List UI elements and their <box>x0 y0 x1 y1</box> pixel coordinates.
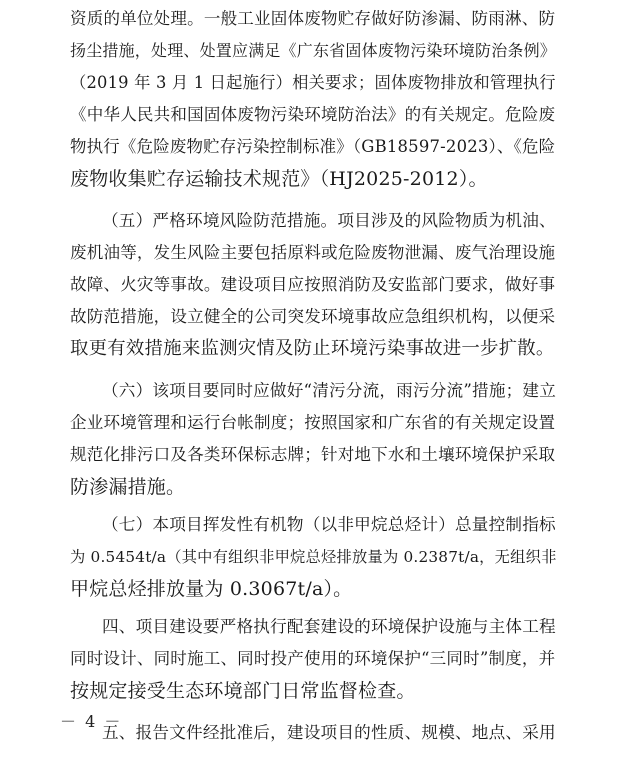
page-number: － 4 － <box>60 712 123 731</box>
text-line: 为 0.5454t/a（其中有组织非甲烷总烃排放量为 0.2387t/a，无组织非 <box>70 548 557 566</box>
text-line: 废物收集贮存运输技术规范》（HJ2025-2012）。 <box>70 168 488 190</box>
text-line: （七）本项目挥发性有机物（以非甲烷总烃计）总量控制指标 <box>102 515 556 534</box>
text-line: （2019 年 3 月 1 日起施行）相关要求；固体废物排放和管理执行 <box>70 73 556 92</box>
text-line: 四、项目建设要严格执行配套建设的环境保护设施与主体工程 <box>102 617 556 636</box>
text-line: 五、报告文件经批准后，建设项目的性质、规模、地点、采用 <box>102 723 556 742</box>
text-line: （五）严格环境风险防范措施。项目涉及的风险物质为机油、 <box>102 211 556 230</box>
text-line: 物执行《危险废物贮存污染控制标准》（GB18597-2023）、《危险 <box>70 137 556 156</box>
text-line: 扬尘措施，处理、处置应满足《广东省固体废物污染环境防治条例》 <box>70 41 557 60</box>
text-line: 取更有效措施来监测灾情及防止环境污染事故进一步扩散。 <box>70 338 555 359</box>
text-line: （六）该项目要同时应做好“清污分流，雨污分流”措施；建立 <box>102 381 557 400</box>
text-line: 同时设计、同时施工、同时投产使用的环境保护“三同时”制度，并 <box>70 649 556 668</box>
text-line: 甲烷总烃排放量为 0.3067t/a）。 <box>70 578 353 600</box>
text-line: 故防范措施，设立健全的公司突发环境事故应急组织机构，以便采 <box>70 307 556 326</box>
text-line: 按规定接受生态环境部门日常监督检查。 <box>70 680 416 702</box>
text-line: 《中华人民共和国固体废物污染环境防治法》的有关规定。危险废 <box>70 105 556 124</box>
text-line: 企业环境管理和运行台帐制度；按照国家和广东省的有关规定设置 <box>70 413 556 432</box>
text-line: 废机油等，发生风险主要包括原料或危险废物泄漏、废气治理设施 <box>70 243 556 262</box>
text-line: 故障、火灾等事故。建设项目应按照消防及安监部门要求，做好事 <box>70 275 556 294</box>
text-line: 防渗漏措施。 <box>70 476 186 498</box>
text-line: 资质的单位处理。一般工业固体废物贮存做好防渗漏、防雨淋、防 <box>70 9 556 28</box>
text-line: 规范化排污口及各类环保标志牌；针对地下水和土壤环境保护采取 <box>70 445 556 464</box>
